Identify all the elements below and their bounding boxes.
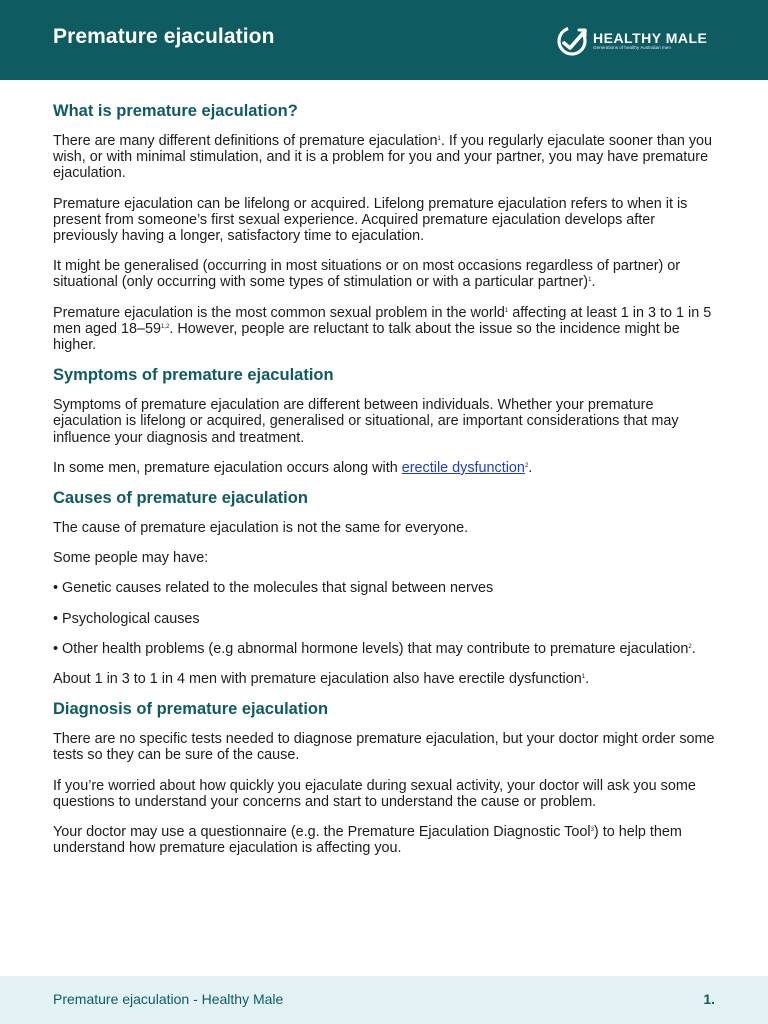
paragraph: Premature ejaculation can be lifelong or acquired. Lifelong premature ejaculation refers to when it is present from someone’s first sexual experience. Acquired premature ejaculation develops after previously having a longer, satisfactory time to ejaculation. <box>53 195 688 245</box>
list-item: • Genetic causes related to the molecules that signal between nerves <box>53 580 494 597</box>
paragraph: About 1 in 3 to 1 in 4 men with premature ejaculation also have erectile dysfunction$^1$. <box>53 671 590 688</box>
document-body <box>53 101 721 870</box>
paragraph: It might be generalised (occurring in most situations or on most occasions regardless of partner) or situational (only occurring with some types of stimulation or with a particular partner)$^1$. <box>53 258 681 291</box>
list-item: • Psychological causes <box>53 610 200 627</box>
section-heading-symptoms: Symptoms of premature ejaculation <box>53 366 334 385</box>
paragraph: If you’re worried about how quickly you ejaculate during sexual activity, your doctor will ask you some questions to understand your concerns and start to understand the cause or problem. <box>53 777 696 810</box>
logo-tagline: Generations of healthy Australian men <box>593 45 671 50</box>
footer-text: Premature ejaculation - Healthy Male <box>53 991 284 1007</box>
paragraph: The cause of premature ejaculation is not the same for everyone. <box>53 520 469 537</box>
erectile-dysfunction-link[interactable]: erectile dysfunction <box>401 459 525 476</box>
paragraph: There are no specific tests needed to diagnose premature ejaculation, but your doctor might order some tests so they can be sure of the cause. <box>53 731 715 764</box>
page-number: 1. <box>703 991 715 1007</box>
section-heading-what: What is premature ejaculation? <box>53 102 298 120</box>
section-heading-diagnosis: Diagnosis of premature ejaculation <box>53 700 329 719</box>
paragraph: Your doctor may use a questionnaire (e.g. the Premature Ejaculation Diagnostic Tool$^3$) to help them understand how premature ejaculation is affecting you. <box>53 824 682 857</box>
paragraph: There are many different definitions of premature ejaculation$^1$. If you regularly ejaculate sooner than you wish, or with minimal stimulation, and it is a problem for you and your partner, you may have premature ejaculation. <box>53 133 713 182</box>
healthy-male-logo <box>556 24 726 58</box>
page-footer <box>0 976 768 1024</box>
section-heading-causes: Causes of premature ejaculation <box>53 489 308 508</box>
page-header <box>0 0 768 80</box>
paragraph: Symptoms of premature ejaculation are different between individuals. Whether your premature ejaculation is lifelong or acquired, generalised or situational, are important considerations that may influence your diagnosis and treatment. <box>53 397 679 446</box>
paragraph: Some people may have: <box>53 550 209 567</box>
paragraph: In some men, premature ejaculation occurs along with erectile dysfunction$^2$. <box>53 459 533 476</box>
logo-checkmark-icon <box>556 24 590 58</box>
page-title: Premature ejaculation <box>53 25 275 48</box>
paragraph: Premature ejaculation is the most common sexual problem in the world$^1$ affecting at least 1 in 3 to 1 in 5 men aged 18–59$^{1,2}$. However, people are reluctant to talk about the issue so the incidence might be higher. <box>53 304 712 354</box>
logo-text: HEALTHY MALE <box>593 30 708 46</box>
list-item: • Other health problems (e.g abnormal hormone levels) that may contribute to premature ejaculation$^2$. <box>53 640 696 657</box>
